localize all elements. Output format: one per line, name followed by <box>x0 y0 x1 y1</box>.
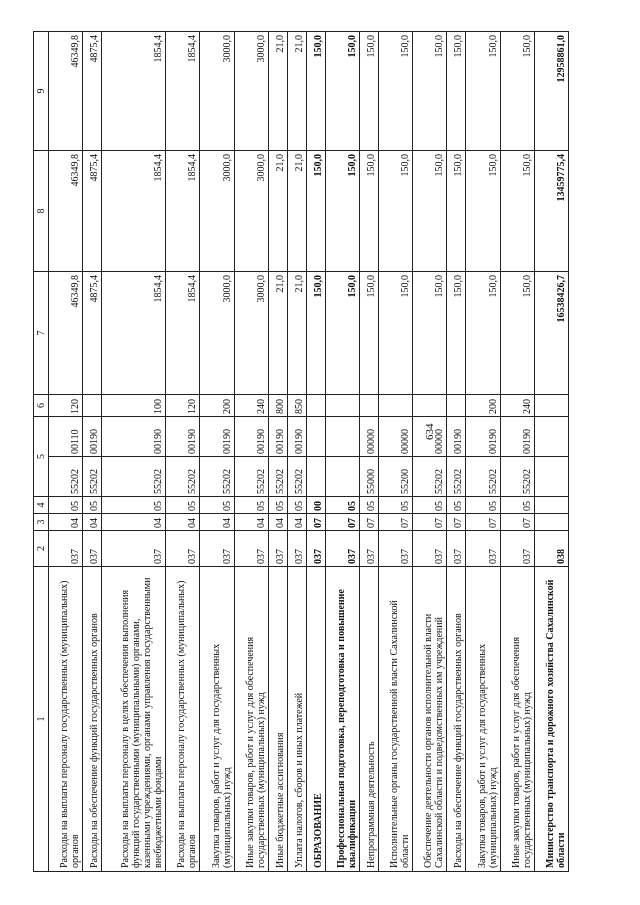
row-name: ОБРАЗОВАНИЕ <box>306 567 325 872</box>
row-name: Расходы на обеспечение функций государственных органов <box>447 567 466 872</box>
row-col-6 <box>534 395 568 417</box>
row-col-5a: 55202 <box>413 457 447 497</box>
row-col-8: 21,0 <box>287 151 306 272</box>
table-row <box>325 32 359 872</box>
row-col-7: 21,0 <box>287 272 306 395</box>
row-col-5a: 55202 <box>49 457 83 497</box>
row-col-6: 200 <box>200 395 234 417</box>
row-col-8: 150,0 <box>360 151 379 272</box>
row-name: Обеспечение деятельности органов исполнительной власти Сахалинской области и подведомственных им учреждений <box>413 567 447 872</box>
budget-table-rotated <box>33 32 569 872</box>
row-col-5b: 00190 <box>102 417 166 457</box>
row-col-5b: 00190 <box>268 417 287 457</box>
row-col-7: 3000,0 <box>200 272 234 395</box>
row-col-6: 240 <box>234 395 268 417</box>
row-col-5a: 55202 <box>466 457 500 497</box>
row-col-8: 13459775,4 <box>534 151 568 272</box>
row-col-6 <box>325 395 359 417</box>
row-col-7: 1854,4 <box>166 272 200 395</box>
row-col-5a <box>534 457 568 497</box>
budget-table <box>33 31 569 872</box>
row-col-8: 150,0 <box>306 151 325 272</box>
header-col-6: 6 <box>34 395 49 417</box>
row-col-8: 46349,8 <box>49 151 83 272</box>
row-col-7: 150,0 <box>500 272 534 395</box>
row-col-5a: 55202 <box>166 457 200 497</box>
row-col-8: 3000,0 <box>234 151 268 272</box>
row-col-8: 21,0 <box>268 151 287 272</box>
row-col-5b <box>534 417 568 457</box>
row-col-5b: 00190 <box>500 417 534 457</box>
row-col-4: 05 <box>447 497 466 514</box>
row-col-5b: 00000 <box>413 417 447 457</box>
row-col-7: 46349,8 <box>49 272 83 395</box>
row-col-6: 800 <box>268 395 287 417</box>
row-col-2: 037 <box>466 531 500 567</box>
row-col-5b: 00190 <box>466 417 500 457</box>
row-col-3: 04 <box>287 514 306 531</box>
table-header-row <box>34 32 49 872</box>
row-col-5a: 55202 <box>500 457 534 497</box>
row-name: Расходы на выплаты персоналу государственных (муниципальных) органов <box>166 567 200 872</box>
row-col-2: 037 <box>49 531 83 567</box>
row-col-8: 150,0 <box>413 151 447 272</box>
row-col-5a: 55202 <box>234 457 268 497</box>
row-name: Иные бюджетные ассигнования <box>268 567 287 872</box>
table-row <box>166 32 200 872</box>
row-col-3: 04 <box>83 514 102 531</box>
row-name: Непрограммная деятельность <box>360 567 379 872</box>
row-col-3: 07 <box>325 514 359 531</box>
row-col-6 <box>379 395 413 417</box>
row-col-7: 150,0 <box>306 272 325 395</box>
table-row <box>500 32 534 872</box>
table-row <box>83 32 102 872</box>
row-col-6 <box>306 395 325 417</box>
table-body <box>49 32 569 872</box>
row-col-2: 037 <box>379 531 413 567</box>
row-name: Расходы на выплаты персоналу в целях обеспечения выполнения функций государственными (муниципальными) органами, казенными учреждениями, органами управления государственными внебюджетными фондами <box>102 567 166 872</box>
row-col-4: 05 <box>166 497 200 514</box>
row-col-2: 037 <box>287 531 306 567</box>
header-col-7: 7 <box>34 272 49 395</box>
row-col-9: 1854,4 <box>102 32 166 151</box>
row-col-8: 150,0 <box>325 151 359 272</box>
row-col-2: 037 <box>200 531 234 567</box>
row-col-7: 21,0 <box>268 272 287 395</box>
row-col-7: 150,0 <box>379 272 413 395</box>
row-col-6: 100 <box>102 395 166 417</box>
row-col-9: 3000,0 <box>234 32 268 151</box>
row-col-9: 3000,0 <box>200 32 234 151</box>
row-col-4: 05 <box>325 497 359 514</box>
row-col-3: 04 <box>234 514 268 531</box>
row-col-4: 05 <box>268 497 287 514</box>
row-col-5b: 00190 <box>200 417 234 457</box>
row-col-7: 150,0 <box>325 272 359 395</box>
row-col-3: 07 <box>447 514 466 531</box>
row-name: Иные закупки товаров, работ и услуг для обеспечения государственных (муниципальных) нужд <box>500 567 534 872</box>
header-col-2: 2 <box>34 531 49 567</box>
row-col-4: 05 <box>379 497 413 514</box>
table-row <box>360 32 379 872</box>
row-col-5b: 00190 <box>234 417 268 457</box>
row-col-3 <box>534 514 568 531</box>
row-col-4: 00 <box>306 497 325 514</box>
row-col-8: 150,0 <box>466 151 500 272</box>
row-col-2: 037 <box>500 531 534 567</box>
header-col-9: 9 <box>34 32 49 151</box>
row-col-3: 07 <box>360 514 379 531</box>
row-col-6 <box>83 395 102 417</box>
row-col-4: 05 <box>287 497 306 514</box>
row-col-3: 04 <box>268 514 287 531</box>
row-col-3: 07 <box>413 514 447 531</box>
row-col-4: 05 <box>466 497 500 514</box>
row-col-6: 850 <box>287 395 306 417</box>
row-col-2: 037 <box>83 531 102 567</box>
row-name: Профессиональная подготовка, переподготовка и повышение квалификации <box>325 567 359 872</box>
row-col-9: 46349,8 <box>49 32 83 151</box>
row-col-3: 07 <box>466 514 500 531</box>
table-row <box>306 32 325 872</box>
row-col-5a: 55202 <box>83 457 102 497</box>
row-col-5a: 55202 <box>102 457 166 497</box>
row-col-5a <box>325 457 359 497</box>
row-col-9: 150,0 <box>466 32 500 151</box>
table-row <box>287 32 306 872</box>
row-col-6: 240 <box>500 395 534 417</box>
row-col-4: 05 <box>83 497 102 514</box>
row-col-5a <box>306 457 325 497</box>
table-row <box>102 32 166 872</box>
row-col-3: 07 <box>379 514 413 531</box>
table-row <box>379 32 413 872</box>
row-col-3: 04 <box>200 514 234 531</box>
row-col-5b: 00190 <box>166 417 200 457</box>
row-col-4 <box>534 497 568 514</box>
row-col-2: 037 <box>413 531 447 567</box>
table-row <box>534 32 568 872</box>
row-col-8: 1854,4 <box>102 151 166 272</box>
header-col-8: 8 <box>34 151 49 272</box>
row-name: Закупка товаров, работ и услуг для государственных (муниципальных) нужд <box>466 567 500 872</box>
row-col-7: 1854,4 <box>102 272 166 395</box>
row-col-2: 037 <box>360 531 379 567</box>
table-row <box>413 32 447 872</box>
row-col-9: 1854,4 <box>166 32 200 151</box>
row-col-4: 05 <box>360 497 379 514</box>
row-col-9: 150,0 <box>500 32 534 151</box>
table-row <box>49 32 83 872</box>
row-col-6 <box>447 395 466 417</box>
row-col-4: 05 <box>102 497 166 514</box>
row-col-5a: 55202 <box>447 457 466 497</box>
row-col-6: 120 <box>166 395 200 417</box>
header-col-3: 3 <box>34 514 49 531</box>
row-col-7: 150,0 <box>413 272 447 395</box>
table-row <box>200 32 234 872</box>
row-col-5a: 55000 <box>360 457 379 497</box>
row-col-5a: 55202 <box>268 457 287 497</box>
row-name: Расходы на обеспечение функций государственных органов <box>83 567 102 872</box>
row-col-3: 04 <box>102 514 166 531</box>
row-col-6 <box>360 395 379 417</box>
row-col-7: 150,0 <box>447 272 466 395</box>
table-row <box>447 32 466 872</box>
row-col-5b <box>306 417 325 457</box>
row-col-9: 150,0 <box>306 32 325 151</box>
table-row <box>268 32 287 872</box>
row-col-2: 037 <box>102 531 166 567</box>
row-name: Иные закупки товаров, работ и услуг для обеспечения государственных (муниципальных) нужд <box>234 567 268 872</box>
row-col-4: 05 <box>49 497 83 514</box>
row-col-9: 150,0 <box>325 32 359 151</box>
row-col-5b: 00000 <box>360 417 379 457</box>
row-col-5b: 00110 <box>49 417 83 457</box>
row-name: Уплата налогов, сборов и иных платежей <box>287 567 306 872</box>
row-col-5b: 00000 <box>379 417 413 457</box>
row-name: Закупка товаров, работ и услуг для государственных (муниципальных) нужд <box>200 567 234 872</box>
header-col-4: 4 <box>34 497 49 514</box>
row-col-5b <box>325 417 359 457</box>
row-col-7: 150,0 <box>360 272 379 395</box>
row-col-9: 150,0 <box>413 32 447 151</box>
row-col-8: 150,0 <box>379 151 413 272</box>
row-col-8: 4875,4 <box>83 151 102 272</box>
row-col-9: 21,0 <box>287 32 306 151</box>
header-col-5: 5 <box>34 417 49 497</box>
row-col-2: 037 <box>166 531 200 567</box>
row-col-8: 150,0 <box>447 151 466 272</box>
row-col-5a: 55200 <box>379 457 413 497</box>
row-col-3: 04 <box>49 514 83 531</box>
row-col-8: 150,0 <box>500 151 534 272</box>
row-col-7: 4875,4 <box>83 272 102 395</box>
row-col-3: 07 <box>500 514 534 531</box>
table-row <box>234 32 268 872</box>
row-col-4: 05 <box>200 497 234 514</box>
row-col-8: 1854,4 <box>166 151 200 272</box>
row-col-7: 150,0 <box>466 272 500 395</box>
row-col-5b: 00190 <box>287 417 306 457</box>
row-col-2: 037 <box>447 531 466 567</box>
row-col-3: 07 <box>306 514 325 531</box>
row-col-6: 120 <box>49 395 83 417</box>
row-col-8: 3000,0 <box>200 151 234 272</box>
row-col-4: 05 <box>413 497 447 514</box>
row-col-9: 150,0 <box>360 32 379 151</box>
row-col-2: 037 <box>234 531 268 567</box>
row-col-4: 05 <box>234 497 268 514</box>
row-col-6 <box>413 395 447 417</box>
row-col-5b: 00190 <box>83 417 102 457</box>
row-col-5b: 00190 <box>447 417 466 457</box>
row-col-9: 150,0 <box>379 32 413 151</box>
row-col-2: 037 <box>268 531 287 567</box>
row-col-5a: 55202 <box>200 457 234 497</box>
row-col-3: 04 <box>166 514 200 531</box>
row-col-7: 3000,0 <box>234 272 268 395</box>
row-col-5a: 55202 <box>287 457 306 497</box>
row-col-7: 16538426,7 <box>534 272 568 395</box>
row-col-9: 4875,4 <box>83 32 102 151</box>
page-number: 634 <box>424 423 436 440</box>
row-col-2: 037 <box>306 531 325 567</box>
row-col-6: 200 <box>466 395 500 417</box>
row-col-2: 037 <box>325 531 359 567</box>
row-col-9: 12958861,0 <box>534 32 568 151</box>
row-col-2: 038 <box>534 531 568 567</box>
row-name: Расходы на выплаты персоналу государственных (муниципальных) органов <box>49 567 83 872</box>
row-name: Исполнительные органы государственной власти Сахалинской области <box>379 567 413 872</box>
row-col-9: 150,0 <box>447 32 466 151</box>
header-col-1: 1 <box>34 567 49 872</box>
table-row <box>466 32 500 872</box>
row-name: Министерство транспорта и дорожного хозяйства Сахалинской области <box>534 567 568 872</box>
row-col-4: 05 <box>500 497 534 514</box>
row-col-9: 21,0 <box>268 32 287 151</box>
